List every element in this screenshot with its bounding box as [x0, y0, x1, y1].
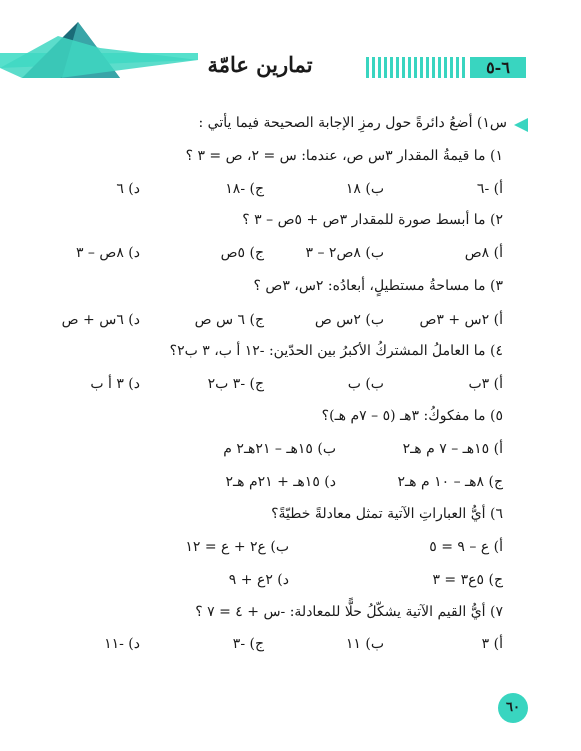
question-3-option-b[interactable]: ب) ٢س ص — [314, 312, 384, 328]
question-2-option-d[interactable]: د) ٨ص – ٣ — [75, 245, 140, 261]
question-4-option-c[interactable]: ج) -٣ ب٢ — [207, 376, 264, 392]
question-2-stem: ٢) ما أبسط صورة للمقدار ٣ص + ٥ص – ٣ ؟ — [242, 212, 503, 228]
section-stripes — [364, 57, 474, 78]
question-4-stem: ٤) ما العاملُ المشتركُ الأكبرُ بين الحدّين: -١٢ أ ب، ٣ ب٢؟ — [169, 343, 503, 359]
question-7-option-b[interactable]: ب) ١١ — [345, 636, 384, 652]
question-7-option-d[interactable]: د) -١١ — [104, 636, 140, 652]
header-decoration — [0, 0, 200, 90]
question-5-option-c[interactable]: ج) ٨هـ – ١٠ م هـ٢ — [397, 474, 503, 490]
question-6-option-a[interactable]: أ) ع – ٩ = ٥ — [429, 539, 503, 555]
section-number: ٦-٥ — [470, 57, 526, 78]
question-6-option-b[interactable]: ب) ع٢ + ع = ١٢ — [185, 539, 289, 555]
question-2-option-b[interactable]: ب) ٨ص٢ – ٣ — [305, 245, 384, 261]
question-4-option-b[interactable]: ب) ب — [347, 376, 384, 392]
question-7-option-c[interactable]: ج) -٣ — [232, 636, 264, 652]
section-bar — [364, 57, 526, 78]
question-5-option-a[interactable]: أ) ١٥هـ – ٧ م هـ٢ — [402, 441, 503, 457]
page-number: ٦٠ — [498, 693, 528, 723]
question-1-option-a[interactable]: أ) -٦ — [476, 181, 503, 197]
question-1-option-b[interactable]: ب) ١٨ — [345, 181, 384, 197]
question-6-stem: ٦) أيُّ العباراتِ الآتية تمثل معادلةً خطيّةً؟ — [271, 506, 503, 522]
question-5-option-b[interactable]: ب) ١٥هـ – ٢١هـ٢ م — [223, 441, 336, 457]
question-2-option-a[interactable]: أ) ٨ص — [464, 245, 503, 261]
question-3-option-a[interactable]: أ) ٢س + ٣ص — [419, 312, 503, 328]
question-3-option-c[interactable]: ج) ٦ س ص — [194, 312, 264, 328]
question-7-stem: ٧) أيُّ القيم الآتية يشكّلُ حلًّا للمعادلة: -س + ٤ = ٧ ؟ — [195, 604, 503, 620]
question-2-option-c[interactable]: ج) ٥ص — [220, 245, 264, 261]
question-6-option-d[interactable]: د) ٢ع + ٩ — [228, 572, 289, 588]
page-title: تمارين عامّة — [207, 52, 313, 77]
question-3-option-d[interactable]: د) ٦س + ص — [61, 312, 140, 328]
question-1-stem: ١) ما قيمةُ المقدار ٣س ص، عندما: س = ٢، ص = ٣ ؟ — [185, 148, 503, 164]
question-5-option-d[interactable]: د) ١٥هـ + ٢١م هـ٢ — [225, 474, 336, 490]
question-1-option-d[interactable]: د) ٦ — [116, 181, 140, 197]
question-4-option-a[interactable]: أ) ٣ب — [468, 376, 503, 392]
question-6-option-c[interactable]: ج) ٥ع٣ = ٣ — [432, 572, 503, 588]
left-arrow-icon — [514, 118, 528, 132]
question-7-option-a[interactable]: أ) ٣ — [481, 636, 503, 652]
header-triangle-accent — [0, 36, 198, 78]
question-3-stem: ٣) ما مساحةُ مستطيلٍ، أبعادُه: ٢س، ٣ص ؟ — [253, 278, 503, 294]
question-1-option-c[interactable]: ج) -١٨ — [225, 181, 264, 197]
question-4-option-d[interactable]: د) ٣ أ ب — [90, 376, 140, 392]
question-5-stem: ٥) ما مفكوكُ: ٣هـ (٥ – ٧م هـ)؟ — [321, 408, 503, 424]
exercise-instruction: س١) أضعُ دائرةً حول رمزِ الإجابة الصحيحة فيما يأتي : — [198, 115, 507, 131]
